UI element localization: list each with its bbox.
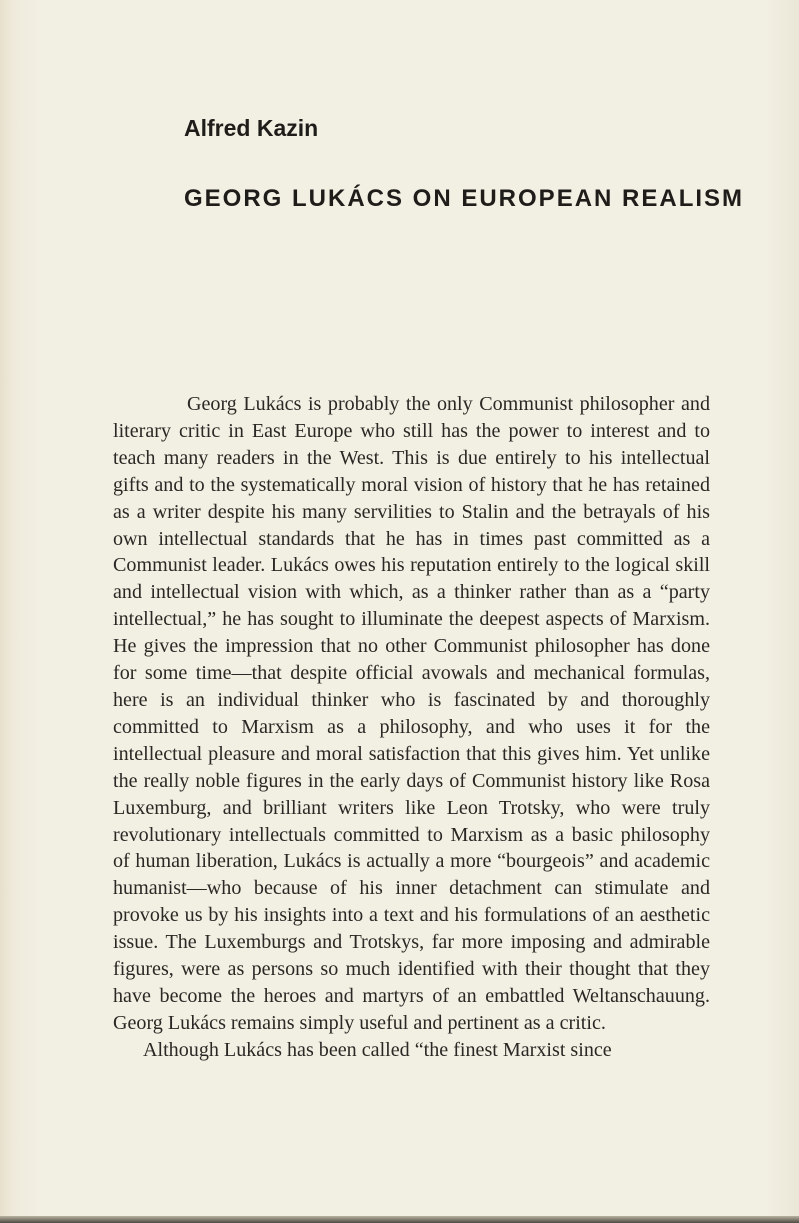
paragraph: Georg Lukács is probably the only Communist philosopher and literary critic in East Europe who still has the power to interest and to teach many readers in the West. This is due entirely to his intellectual gifts and to the systematically moral vision of history that he has retained as a writer despite his many servilities to Stalin and the betrayals of his own intellectual standards that he has in times past committed as a Communist leader. Lukács owes his reputation entirely to the logical skill and intellectual vision with which, as a thinker rather than as a “party intellectual,” he has sought to illuminate the deepest aspects of Marxism. He gives the impression that no other Communist philosopher has done for some time—that despite official avowals and mechanical formulas, here is an individual thinker who is fascinated by and thoroughly committed to Marxism as a philosophy, and who uses it for the intellectual pleasure and moral satisfaction that this gives him. Yet unlike the really noble figures in the early days of Communist history like Rosa Luxemburg, and brilliant writers like Leon Trotsky, who were truly revolutionary intellectuals committed to Marxism as a basic philosophy of human liberation, Lukács is actually a more “bourgeois” and academic humanist—who because of his inner detachment can stimulate and provoke us by his insights into a text and his formulations of an aesthetic issue. The Luxemburgs and Trotskys, far more imposing and admirable figures, were as persons so much identified with their thought that they have become the heroes and martyrs of an embattled Weltanschauung. Georg Lukács remains simply useful and pertinent as a critic. [113, 393, 710, 1034]
page-bottom-edge [0, 1216, 799, 1223]
essay-title: GEORG LUKÁCS ON EUROPEAN REALISM [184, 185, 745, 212]
author-name: Alfred Kazin [184, 115, 319, 141]
paragraph: Although Lukács has been called “the finest Marxist since [143, 1038, 612, 1061]
essay-body [113, 391, 710, 1064]
